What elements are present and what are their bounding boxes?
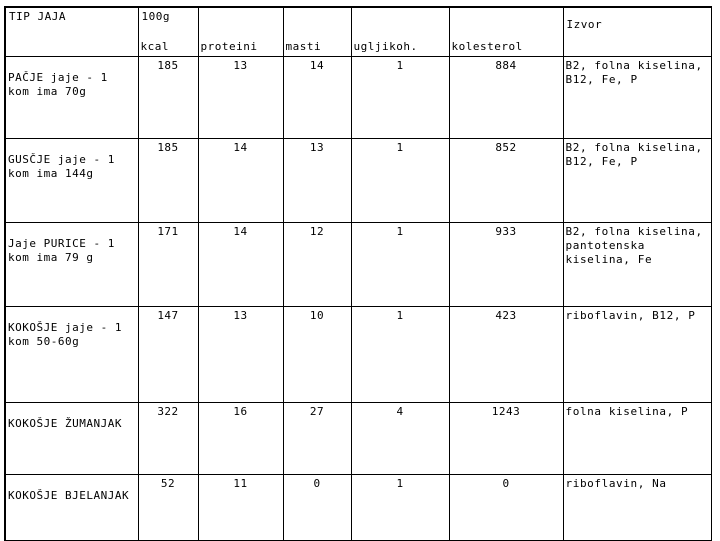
row-fat: 12 bbox=[283, 223, 351, 307]
header-protein-label: proteini bbox=[200, 40, 258, 53]
row-name: KOKOŠJE ŽUMANJAK bbox=[5, 403, 138, 475]
header-source bbox=[563, 7, 711, 57]
row-source: B2, folna kiselina, B12, Fe, P bbox=[563, 139, 711, 223]
table-row bbox=[5, 403, 711, 475]
header-carbs-label: ugljikoh. bbox=[353, 40, 418, 53]
table-row bbox=[5, 223, 711, 307]
row-protein: 16 bbox=[198, 403, 283, 475]
row-cholesterol: 1243 bbox=[449, 403, 563, 475]
row-carbs: 1 bbox=[351, 139, 449, 223]
header-kcal-label: kcal bbox=[140, 40, 169, 53]
row-kcal: 185 bbox=[138, 139, 198, 223]
row-source: B2, folna kiselina, pantotenska kiselina, Fe bbox=[563, 223, 711, 307]
header-type-label: TIP JAJA bbox=[9, 10, 66, 23]
header-cholesterol bbox=[449, 7, 563, 57]
egg-nutrition-table bbox=[4, 6, 712, 541]
header-source-label: Izvor bbox=[566, 18, 603, 31]
row-source: B2, folna kiselina, B12, Fe, P bbox=[563, 57, 711, 139]
row-carbs: 4 bbox=[351, 403, 449, 475]
row-cholesterol: 852 bbox=[449, 139, 563, 223]
row-protein: 13 bbox=[198, 307, 283, 403]
row-name: KOKOŠJE BJELANJAK bbox=[5, 475, 138, 541]
row-cholesterol: 884 bbox=[449, 57, 563, 139]
row-kcal: 147 bbox=[138, 307, 198, 403]
row-carbs: 1 bbox=[351, 307, 449, 403]
row-fat: 27 bbox=[283, 403, 351, 475]
row-fat: 13 bbox=[283, 139, 351, 223]
row-source: folna kiselina, P bbox=[563, 403, 711, 475]
row-cholesterol: 0 bbox=[449, 475, 563, 541]
row-name: KOKOŠJE jaje - 1 kom 50-60g bbox=[5, 307, 138, 403]
row-source: riboflavin, Na bbox=[563, 475, 711, 541]
header-fat-label: masti bbox=[285, 40, 322, 53]
header-cholesterol-label: kolesterol bbox=[451, 40, 523, 53]
header-kcal bbox=[138, 7, 198, 57]
row-kcal: 185 bbox=[138, 57, 198, 139]
row-kcal: 171 bbox=[138, 223, 198, 307]
row-source: riboflavin, B12, P bbox=[563, 307, 711, 403]
header-type bbox=[5, 7, 138, 57]
row-protein: 14 bbox=[198, 223, 283, 307]
table-row bbox=[5, 57, 711, 139]
table-row bbox=[5, 475, 711, 541]
header-carbs bbox=[351, 7, 449, 57]
row-name: GUSČJE jaje - 1 kom ima 144g bbox=[5, 139, 138, 223]
row-protein: 13 bbox=[198, 57, 283, 139]
row-carbs: 1 bbox=[351, 57, 449, 139]
row-protein: 11 bbox=[198, 475, 283, 541]
row-protein: 14 bbox=[198, 139, 283, 223]
row-fat: 10 bbox=[283, 307, 351, 403]
row-name: PAČJE jaje - 1 kom ima 70g bbox=[5, 57, 138, 139]
row-fat: 14 bbox=[283, 57, 351, 139]
row-carbs: 1 bbox=[351, 475, 449, 541]
table-row bbox=[5, 307, 711, 403]
row-fat: 0 bbox=[283, 475, 351, 541]
row-cholesterol: 423 bbox=[449, 307, 563, 403]
row-carbs: 1 bbox=[351, 223, 449, 307]
table-row bbox=[5, 139, 711, 223]
header-per-label: 100g bbox=[141, 10, 170, 23]
row-name: Jaje PURICE - 1 kom ima 79 g bbox=[5, 223, 138, 307]
row-kcal: 52 bbox=[138, 475, 198, 541]
table-header-row bbox=[5, 7, 711, 57]
header-fat bbox=[283, 7, 351, 57]
header-protein bbox=[198, 7, 283, 57]
row-kcal: 322 bbox=[138, 403, 198, 475]
row-cholesterol: 933 bbox=[449, 223, 563, 307]
